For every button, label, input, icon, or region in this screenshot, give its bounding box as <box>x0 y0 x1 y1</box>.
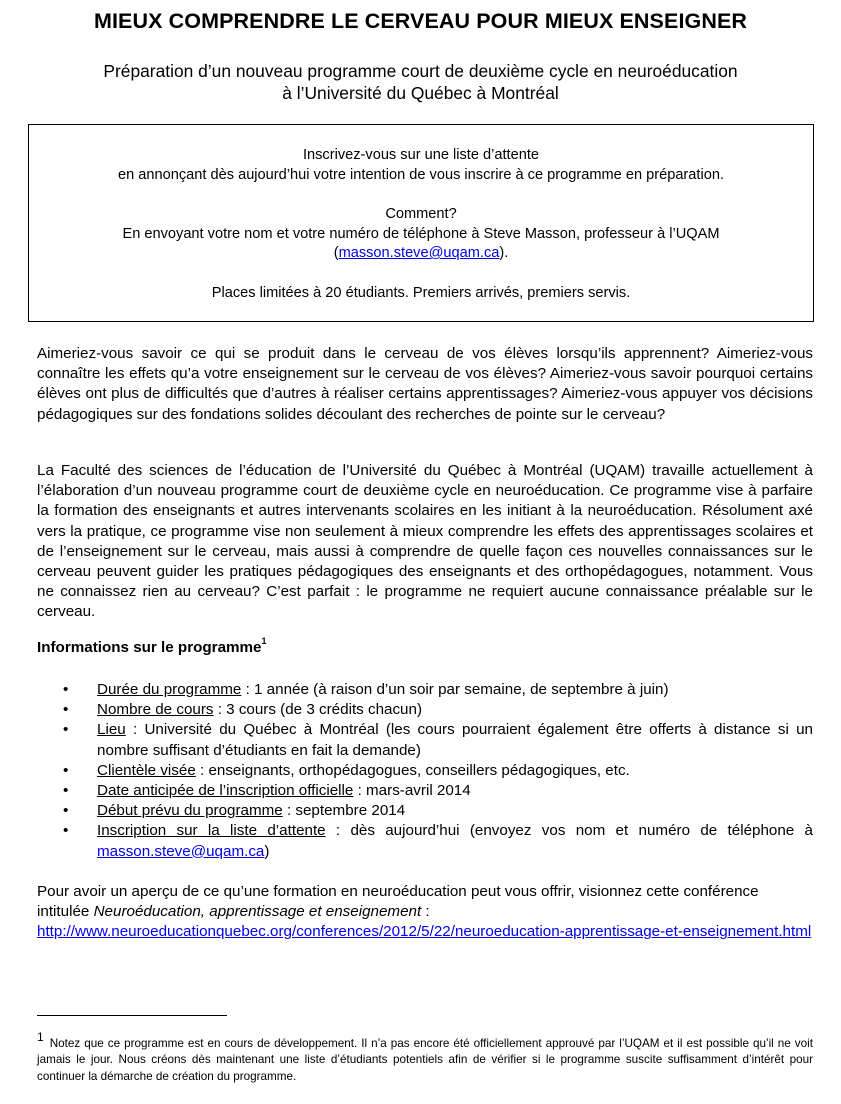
item-label: Clientèle visée <box>97 761 196 779</box>
item-label: Date anticipée de l’inscription officielle <box>97 782 354 800</box>
bullet-icon: • <box>63 721 69 739</box>
waitlist-intro: en annonçant dès aujourd’hui votre intention de vous inscrire à ce programme en préparation. <box>117 166 724 183</box>
bullet-icon: • <box>63 701 69 719</box>
info-heading: Informations sur le programme$^1$ <box>37 636 267 657</box>
conference-title: Neuroéducation, apprentissage et enseignement <box>93 903 422 921</box>
bullet-icon: • <box>63 802 69 820</box>
item-text: : 3 cours (de 3 crédits chacun) <box>213 701 423 719</box>
list-item <box>37 821 813 861</box>
footnote-divider <box>37 1015 227 1016</box>
subtitle-line-2: à l’Université du Québec à Montréal <box>282 83 559 103</box>
footnote-ref[interactable]: 1 <box>261 636 267 646</box>
waitlist-email-link[interactable]: masson.steve@uqam.ca <box>97 842 265 860</box>
item-text: : septembre 2014 <box>282 802 406 820</box>
document-subtitle <box>0 60 841 104</box>
footnote-text: Notez que ce programme est en cours de développement. Il n’a pas encore été officiellement approuvé par l’UQAM et il est possible qu’il ne voit jamais le jour. Nous créons dès maintenant une liste d’étudiants potentiels afin de vérifier si le programme suscite suffisamment d’intérêt pour continuer la démarche de création du programme. <box>37 1036 813 1083</box>
item-text-end: ) <box>264 842 270 860</box>
item-text: : enseignants, orthopédagogues, conseillers pédagogiques, etc. <box>195 761 630 779</box>
how-heading: Comment? <box>385 206 457 222</box>
email-link[interactable]: masson.steve@uqam.ca <box>338 245 500 261</box>
item-label: Inscription sur la liste d’attente <box>97 822 326 840</box>
email-line: (masson.steve@uqam.ca). <box>333 245 509 261</box>
item-label: Nombre de cours <box>97 701 214 719</box>
bullet-icon: • <box>63 782 69 800</box>
list-item <box>37 761 813 781</box>
conference-link[interactable]: http://www.neuroeducationquebec.org/conferences/2012/5/22/neuroeducation-apprentissage-et-enseignement.html <box>37 923 812 941</box>
footnote <box>37 1030 813 1085</box>
list-item <box>37 781 813 801</box>
item-label: Lieu <box>97 721 126 739</box>
bullet-icon: • <box>63 761 69 779</box>
item-text: : dès aujourd’hui (envoyez vos nom et numéro de téléphone à <box>325 822 813 840</box>
bullet-icon: • <box>63 822 69 840</box>
list-item <box>37 680 813 700</box>
item-text: : mars-avril 2014 <box>353 782 471 800</box>
waitlist-box <box>28 124 814 322</box>
list-item <box>37 720 813 760</box>
item-text: : Université du Québec à Montréal (les cours pourraient également être offerts à distance si un nombre suffisant d’étudiants en fait la demande) <box>97 721 813 759</box>
item-label: Début prévu du programme <box>97 802 283 820</box>
conference-paragraph: Pour avoir un aperçu de ce qu’une formation en neuroéducation peut vous offrir, visionnez cette conférence intitulée Neuroéducation, apprentissage et enseignement : http://www.neuroeducationquebec.org/conferences/2012/5/22/neuroeducation-apprentissage-et-enseignement.html <box>37 883 812 941</box>
footnote-mark: 1 <box>37 1030 44 1044</box>
places-limit-text: Places limitées à 20 étudiants. Premiers arrivés, premiers servis. <box>211 285 631 301</box>
list-item <box>37 801 813 821</box>
item-label: Durée du programme <box>97 681 242 698</box>
bullet-icon: • <box>63 681 69 698</box>
faculty-paragraph: La Faculté des sciences de l’éducation de l’Université du Québec à Montréal (UQAM) travaille actuellement à l’élaboration d’un nouveau programme court de deuxième cycle en neuroéducation. Ce programme vise à parfaire la formation des enseignants et autres intervenants scolaires en les initiant à la neuroéducation. Résolument axé vers la pratique, ce programme vise non seulement à mieux comprendre les effets des apprentissages scolaires et de l’enseignement sur le cerveau, mais aussi à comprendre de quelle façon ces nouvelles connaissances sur le cerveau peuvent guider les pratiques pédagogiques des enseignants et des orthopédagogues, notamment. Vous ne connaissez rien au cerveau? C’est parfait : le programme ne requiert aucune connaissance préalable sur le cerveau. <box>37 462 813 621</box>
list-item <box>37 700 813 720</box>
program-info-list <box>37 680 813 862</box>
intro-paragraph: Aimeriez-vous savoir ce qui se produit dans le cerveau de vos élèves lorsqu’ils apprennent? Aimeriez-vous connaître les effets qu’a votre enseignement sur le cerveau de vos élèves? Aimeriez-vous savoir pourquoi certains élèves ont plus de difficultés que d’autres à réaliser certains apprentissages? Aimeriez-vous appuyer vos décisions pédagogiques sur des fondations solides découlant des recherches de pointe sur le cerveau? <box>37 345 813 423</box>
waitlist-heading: Inscrivez-vous sur une liste d’attente <box>302 147 540 163</box>
how-text: En envoyant votre nom et votre numéro de téléphone à Steve Masson, professeur à l’UQAM <box>122 225 720 242</box>
document-title: MIEUX COMPRENDRE LE CERVEAU POUR MIEUX ENSEIGNER <box>93 9 748 33</box>
item-text: : 1 année (à raison d’un soir par semaine, de septembre à juin) <box>241 681 669 698</box>
subtitle-line-1: Préparation d’un nouveau programme court de deuxième cycle en neuroéducation <box>103 61 738 81</box>
